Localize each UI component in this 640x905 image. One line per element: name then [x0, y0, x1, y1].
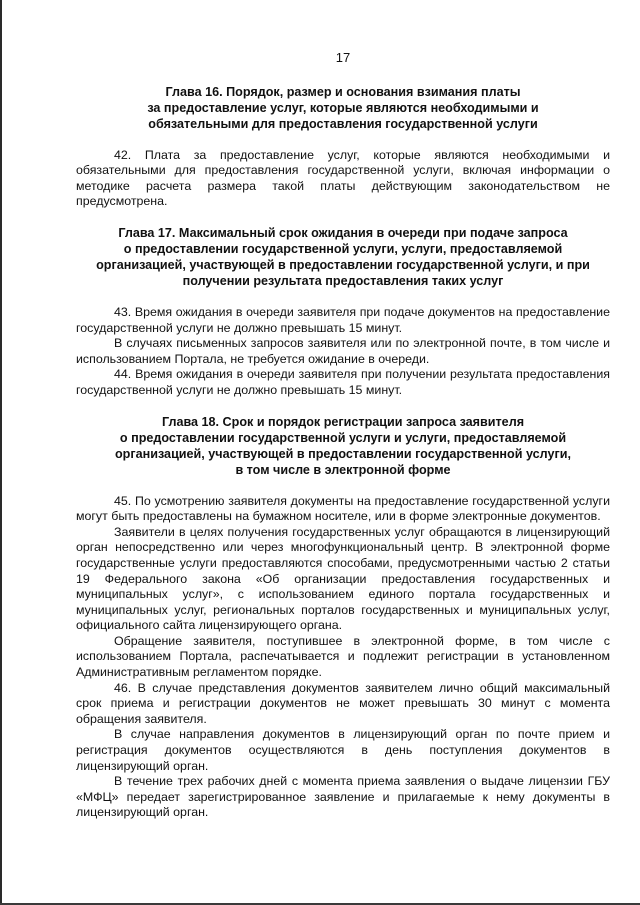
- chapter-16-heading: [76, 84, 610, 132]
- heading-line: о предоставлении государственной услуги и услуги, предоставляемой: [119, 430, 567, 445]
- paragraph-43: 43. Время ожидания в очереди заявителя при подаче документов на предоставление государственной услуги не должно превышать 15 минут.: [76, 304, 610, 335]
- chapter-18-heading: [76, 414, 610, 478]
- chapter-17-heading: [76, 225, 610, 289]
- paragraph-43-note: В случаях письменных запросов заявителя или по электронной почте, в том числе и использованием Портала, не требуется ожидание в очереди.: [76, 336, 610, 366]
- heading-line: обязательными для предоставления государственной услуги: [148, 116, 538, 131]
- heading-line: о предоставлении государственной услуги, услуги, предоставляемой: [123, 241, 563, 256]
- paragraph-45-electronic: Обращение заявителя, поступившее в электронной форме, в том числе с использованием Портала, распечатывается и подлежит регистрации в установленном Административным регламентом порядке.: [76, 633, 610, 680]
- heading-line: организацией, участвующей в предоставлении государственной услуги,: [114, 446, 571, 461]
- paragraph-45: 45. По усмотрению заявителя документы на предоставление государственной услуги могут быть предоставлены на бумажном носителе, или в форме электронные документов.: [76, 493, 610, 524]
- page-number: 17: [335, 50, 351, 65]
- heading-line: организацией, участвующей в предоставлении государственной услуги, и при: [96, 257, 590, 272]
- paragraph-46-transfer: В течение трех рабочих дней с момента приема заявления о выдаче лицензии ГБУ «МФЦ» передает зарегистрированное заявление и прилагаемые к нему документы в лицензирующий орган.: [76, 774, 610, 820]
- paragraph-46-mail: В случае направления документов в лицензирующий орган по почте прием и регистрация документов осуществляются в день поступления документов в лицензирующий орган.: [76, 727, 610, 773]
- paragraph-45-submission: Заявители в целях получения государственных услуг обращаются в лицензирующий орган непосредственно или через многофункциональный центр. В электронной форме государственные услуги предоставляются способами, предусмотренными частью 2 статьи 19 Федерального закона «Об организации предоставления государственных и муниципальных услуг», с использованием единого портала государственных и муниципальных услуг, региональных порталов государственных и муниципальных услуг, официального сайта лицензирующего органа.: [76, 524, 610, 633]
- heading-line: Глава 18. Срок и порядок регистрации запроса заявителя: [161, 414, 525, 429]
- heading-line: Глава 17. Максимальный срок ожидания в очереди при подаче запроса: [118, 225, 568, 240]
- paragraph-42: 42. Плата за предоставление услуг, которые являются необходимыми и обязательными для предоставления государственной услуги, включая информации о методике расчета размера такой платы действующим законодательством не предусмотрена.: [76, 147, 610, 209]
- heading-line: за предоставление услуг, которые являются необходимыми и: [147, 100, 539, 115]
- paragraph-46: 46. В случае представления документов заявителем лично общий максимальный срок приема и регистрации документов не может превышать 30 минут с момента обращения заявителя.: [76, 680, 610, 726]
- scan-edge-left: [0, 0, 2, 905]
- heading-line: получении результата предоставления таких услуг: [182, 273, 504, 288]
- page-content: [76, 50, 610, 821]
- heading-line: Глава 16. Порядок, размер и основания взимания платы: [165, 84, 521, 99]
- paragraph-44: 44. Время ожидания в очереди заявителя при получении результата предоставления государственной услуги не должно превышать 15 минут.: [76, 367, 610, 397]
- heading-line: в том числе в электронной форме: [235, 462, 451, 477]
